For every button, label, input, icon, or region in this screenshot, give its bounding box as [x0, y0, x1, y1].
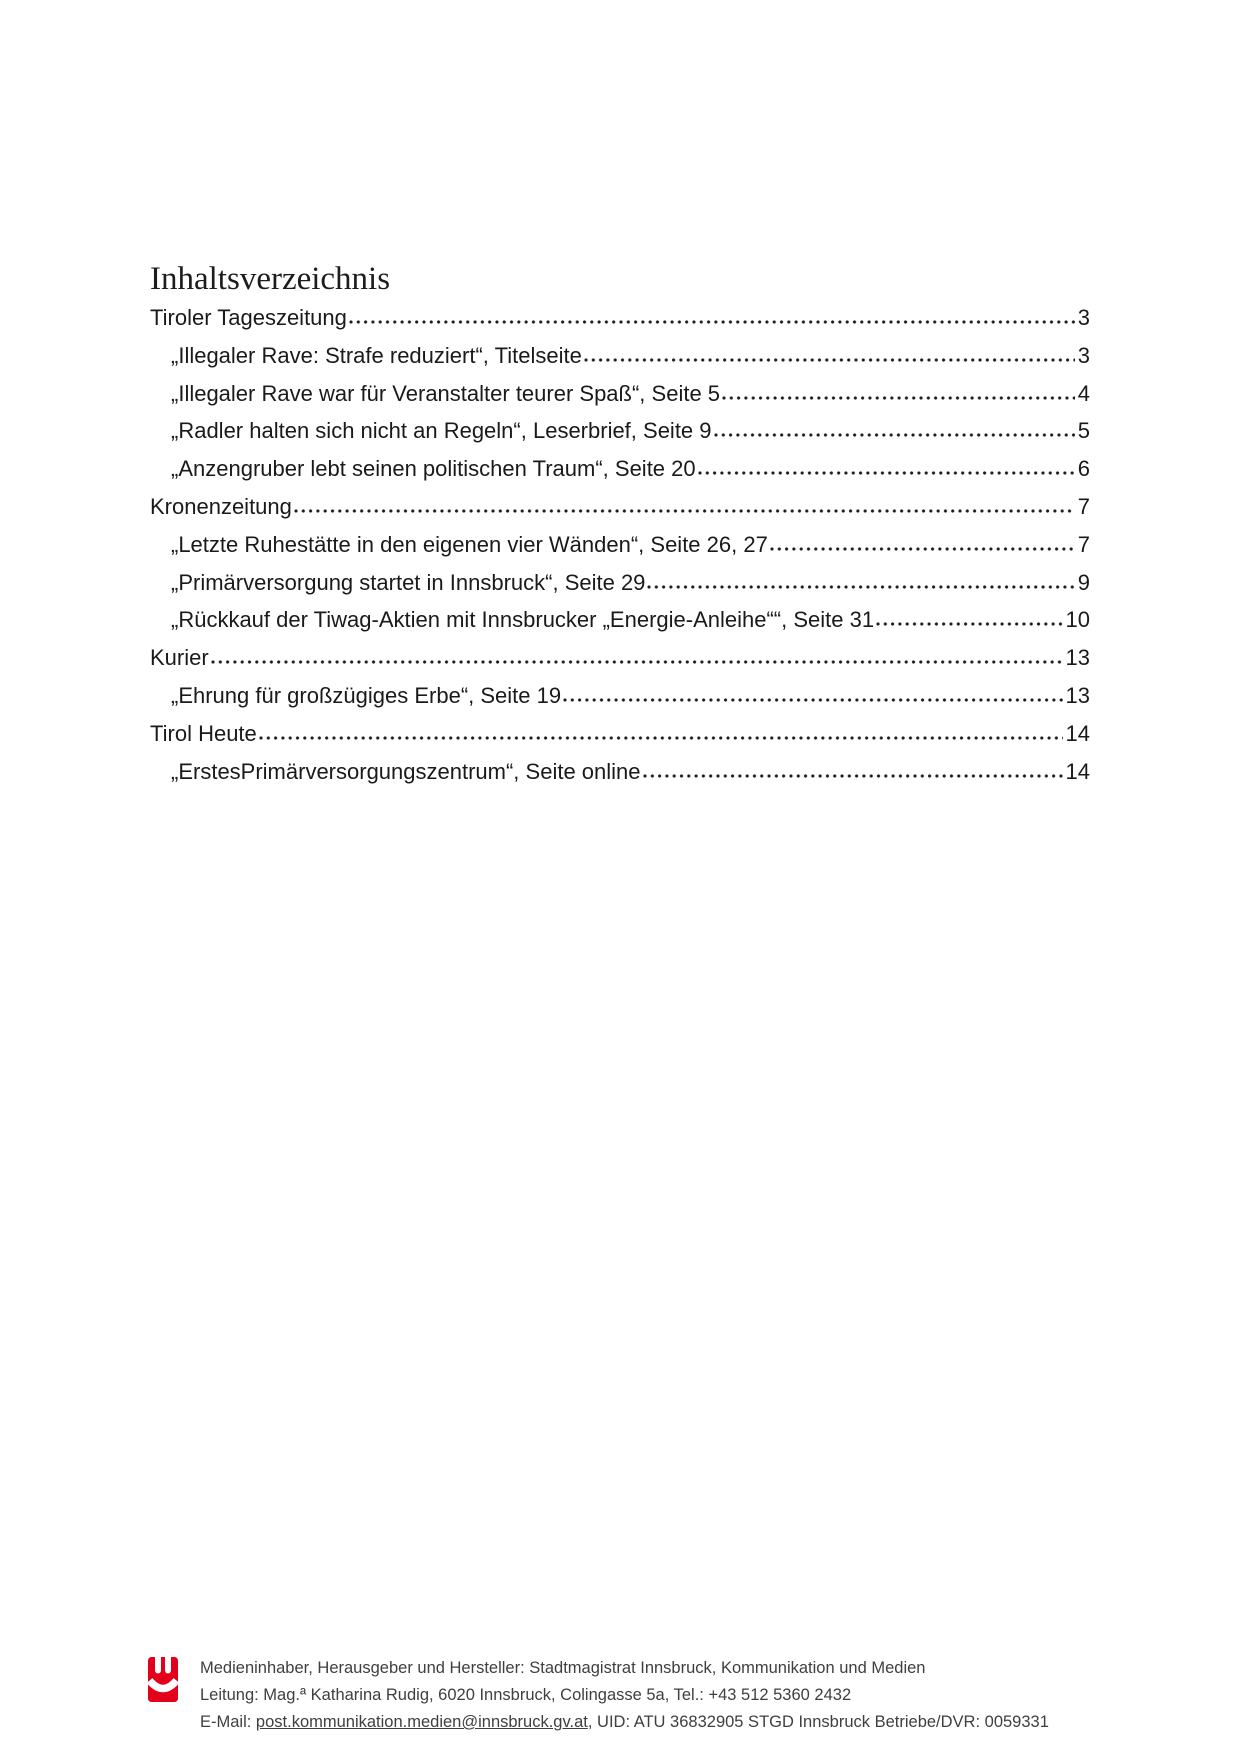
dot-leader — [349, 320, 1075, 325]
toc-entry-label: „Radler halten sich nicht an Regeln“, Leserbrief, Seite 9 — [171, 418, 712, 444]
toc-page-number: 6 — [1077, 456, 1090, 482]
toc-page-number: 4 — [1077, 380, 1090, 406]
toc-entry[interactable] — [150, 753, 1090, 791]
dot-leader — [698, 471, 1075, 476]
toc-entry-label: „Primärversorgung startet in Innsbruck“, Seite 29 — [171, 569, 646, 595]
dot-leader — [563, 698, 1062, 703]
toc-entry[interactable] — [150, 639, 1090, 677]
toc-title: Inhaltsverzeichnis — [150, 261, 391, 298]
toc-page-number: 3 — [1077, 305, 1090, 330]
toc-entry-label: „Illegaler Rave war für Veranstalter teurer Spaß“, Seite 5 — [171, 380, 721, 406]
toc-entry-label: Kronenzeitung — [150, 493, 292, 519]
toc-page-number: 10 — [1065, 607, 1090, 633]
toc-entry[interactable] — [150, 299, 1090, 337]
dot-leader — [643, 774, 1063, 779]
toc-page-number: 9 — [1077, 569, 1090, 595]
toc-entry-label: „ErstesPrimärversorgungszentrum“, Seite online — [171, 758, 641, 784]
toc-entry-label: „Anzengruber lebt seinen politischen Traum“, Seite 20 — [171, 456, 696, 482]
toc-entry[interactable] — [150, 526, 1090, 564]
toc-page-number: 13 — [1065, 682, 1090, 708]
toc-page-number: 5 — [1077, 418, 1090, 444]
toc-page-number: 14 — [1065, 758, 1090, 784]
toc-page-number: 7 — [1077, 493, 1090, 519]
footer-line-3-suffix: , UID: ATU 36832905 STGD Innsbruck Betriebe/DVR: 0059331 — [587, 1713, 1049, 1731]
toc-entry[interactable] — [150, 677, 1090, 715]
email-link[interactable]: post.kommunikation.medien@innsbruck.gv.at — [255, 1713, 588, 1731]
dot-leader — [259, 736, 1063, 741]
dot-leader — [294, 509, 1075, 514]
toc-entry[interactable] — [150, 601, 1090, 639]
toc-page-number: 14 — [1065, 720, 1090, 746]
toc-entry[interactable] — [150, 488, 1090, 526]
table-of-contents — [150, 299, 1090, 790]
toc-entry-label: Tiroler Tageszeitung — [150, 305, 347, 330]
footer-line-1: Medieninhaber, Herausgeber und Hersteller: Stadtmagistrat Innsbruck, Kommunikation und Medien — [200, 1659, 926, 1677]
toc-page-number: 3 — [1077, 342, 1090, 368]
toc-entry-label: „Illegaler Rave: Strafe reduziert“, Titelseite — [171, 342, 582, 368]
toc-entry[interactable] — [150, 337, 1090, 375]
dot-leader — [722, 396, 1075, 401]
toc-entry-label: „Ehrung für großzügiges Erbe“, Seite 19 — [171, 682, 562, 708]
dot-leader — [876, 622, 1062, 627]
toc-entry[interactable] — [150, 715, 1090, 753]
toc-page-number: 7 — [1077, 531, 1090, 557]
toc-entry[interactable] — [150, 375, 1090, 413]
dot-leader — [714, 433, 1075, 438]
toc-page-number: 13 — [1065, 645, 1090, 671]
footer-line-3 — [200, 1709, 1100, 1736]
toc-entry[interactable] — [150, 450, 1090, 488]
toc-entry-label: Tirol Heute — [150, 720, 257, 746]
toc-entry-label: „Letzte Ruhestätte in den eigenen vier Wänden“, Seite 26, 27 — [171, 531, 768, 557]
toc-entry[interactable] — [150, 564, 1090, 602]
innsbruck-coat-of-arms-icon — [148, 1657, 178, 1702]
footer-line-3-prefix: E-Mail: — [200, 1713, 256, 1731]
toc-entry-label: Kurier — [150, 645, 209, 671]
dot-leader — [584, 358, 1075, 363]
dot-leader — [647, 585, 1074, 590]
imprint-text — [200, 1655, 1100, 1736]
dot-leader — [211, 660, 1063, 665]
dot-leader — [770, 547, 1075, 552]
toc-entry[interactable] — [150, 412, 1090, 450]
toc-entry-label: „Rückkauf der Tiwag-Aktien mit Innsbrucker „Energie-Anleihe““, Seite 31 — [171, 607, 875, 633]
footer-line-2: Leitung: Mag.ª Katharina Rudig, 6020 Innsbruck, Colingasse 5a, Tel.: +43 512 5360 2432 — [200, 1686, 852, 1704]
